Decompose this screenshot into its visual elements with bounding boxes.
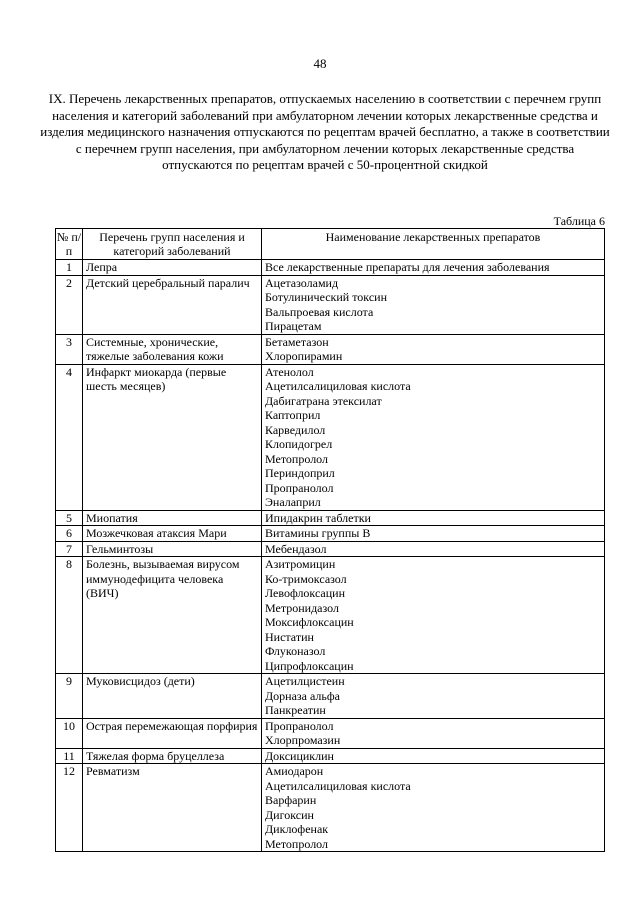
drug-name: Периндоприл: [265, 466, 335, 480]
row-number: 3: [56, 334, 83, 364]
table-row: [56, 275, 605, 334]
drug-name: Пропранолол: [265, 718, 334, 733]
header-group: Перечень групп населения и категорий заболеваний: [83, 229, 262, 260]
row-drugs: [262, 260, 605, 276]
drug-name: Вальпроевая кислота: [265, 304, 374, 319]
table-row: [56, 526, 605, 542]
row-number: 9: [56, 674, 83, 719]
drug-name: Пирацетам: [265, 319, 322, 333]
drug-name: Флуконазол: [265, 644, 326, 658]
table-row: [56, 510, 605, 526]
row-number: 12: [56, 764, 83, 852]
table-row: [56, 260, 605, 276]
row-drugs: [262, 275, 605, 334]
drug-name: Дабигатрана этексилат: [265, 393, 382, 408]
row-group: Мозжечковая атаксия Мари: [83, 526, 262, 542]
table-header-row: [56, 229, 605, 260]
drug-name: Хлоропирамин: [265, 349, 343, 363]
drug-name: Ацетилсалициловая кислота: [265, 778, 411, 793]
drug-name: Атенолол: [265, 364, 314, 379]
table-body: [56, 260, 605, 852]
drug-name: Клопидогрел: [265, 437, 333, 451]
row-drugs: [262, 526, 605, 542]
table-row: [56, 364, 605, 510]
drug-name: Мебендазол: [265, 541, 327, 556]
drug-name: Ацетазоламид: [265, 275, 339, 290]
drug-name: Левофлоксацин: [265, 586, 346, 600]
row-drugs: [262, 557, 605, 674]
row-number: 11: [56, 748, 83, 764]
row-drugs: [262, 334, 605, 364]
row-number: 6: [56, 526, 83, 542]
table-row: [56, 541, 605, 557]
row-number: 2: [56, 275, 83, 334]
drug-name: Нистатин: [265, 629, 314, 644]
row-number: 7: [56, 541, 83, 557]
page-number: 48: [313, 56, 327, 71]
row-number: 8: [56, 557, 83, 674]
row-number: 1: [56, 260, 83, 276]
drug-name: Все лекарственные препараты для лечения заболевания: [265, 260, 550, 274]
drug-name: Каптоприл: [265, 408, 321, 422]
drug-name: Панкреатин: [265, 703, 326, 717]
drug-name: Карведилол: [265, 422, 326, 437]
drug-name: Метопролол: [265, 836, 329, 851]
table-row: [56, 748, 605, 764]
row-group: Болезнь, вызываемая вирусом иммунодефицита человека (ВИЧ): [83, 557, 262, 674]
drug-name: Пропранолол: [265, 480, 334, 495]
drug-name: Моксифлоксацин: [265, 615, 354, 629]
drug-name: Бетаметазон: [265, 334, 329, 349]
row-drugs: [262, 764, 605, 852]
drug-name: Хлорпромазин: [265, 733, 341, 747]
drug-name: Ботулинический токсин: [265, 290, 387, 304]
table-row: [56, 674, 605, 719]
drug-name: Ципрофлоксацин: [265, 658, 354, 673]
drug-name: Метопролол: [265, 451, 329, 466]
drug-name: Амиодарон: [265, 764, 324, 778]
row-drugs: [262, 541, 605, 557]
row-group: Системные, хронические, тяжелые заболевания кожи: [83, 334, 262, 364]
row-group: Муковисцидоз (дети): [83, 674, 262, 719]
table-row: [56, 334, 605, 364]
table-caption: Таблица 6: [553, 214, 605, 228]
header-num: № п/п: [56, 230, 82, 258]
row-drugs: [262, 748, 605, 764]
row-group: Лепра: [83, 260, 262, 276]
row-drugs: [262, 364, 605, 510]
row-number: 5: [56, 510, 83, 526]
row-number: 10: [56, 718, 83, 748]
section-title: IX. Перечень лекарственных препаратов, отпускаемых населению в соответствии с перечнем групп населения и категорий заболеваний при амбулаторном лечении которых лекарственные средства и изделия медицинского назначения отпускаются по рецептам врачей бесплатно, а также в соответствии с перечнем групп населения, при амбулаторном лечении которых лекарственные средства отпускаются по рецептам врачей с 50-процентной скидкой: [40, 91, 610, 172]
drug-name: Дигоксин: [265, 807, 314, 822]
drug-name: Ипидакрин таблетки: [265, 510, 371, 525]
drug-name: Ко-тримоксазол: [265, 571, 347, 586]
row-drugs: [262, 674, 605, 719]
row-group: Миопатия: [83, 510, 262, 526]
drug-name: Диклофенак: [265, 822, 329, 836]
drugs-table: [55, 228, 605, 852]
row-group: Ревматизм: [83, 764, 262, 852]
row-group: Инфаркт миокарда (первые шесть месяцев): [83, 364, 262, 510]
table-row: [56, 557, 605, 674]
row-group: Острая перемежающая порфирия: [83, 718, 262, 748]
drug-name: Метронидазол: [265, 600, 340, 615]
row-drugs: [262, 510, 605, 526]
drug-name: Варфарин: [265, 793, 317, 807]
row-group: Детский церебральный паралич: [83, 275, 262, 334]
row-drugs: [262, 718, 605, 748]
drug-name: Дорназа альфа: [265, 688, 340, 703]
row-group: Гельминтозы: [83, 541, 262, 557]
drug-name: Эналаприл: [265, 495, 321, 509]
row-number: 4: [56, 364, 83, 510]
row-group: Тяжелая форма бруцеллеза: [83, 748, 262, 764]
header-drugs: Наименование лекарственных препаратов: [262, 229, 605, 260]
drug-name: Ацетилсалициловая кислота: [265, 379, 411, 393]
drug-name: Ацетилцистеин: [265, 674, 345, 688]
drug-name: Доксициклин: [265, 748, 334, 763]
drug-name: Азитромицин: [265, 557, 336, 571]
table-row: [56, 718, 605, 748]
table-row: [56, 764, 605, 852]
drug-name: Витамины группы В: [265, 526, 371, 540]
